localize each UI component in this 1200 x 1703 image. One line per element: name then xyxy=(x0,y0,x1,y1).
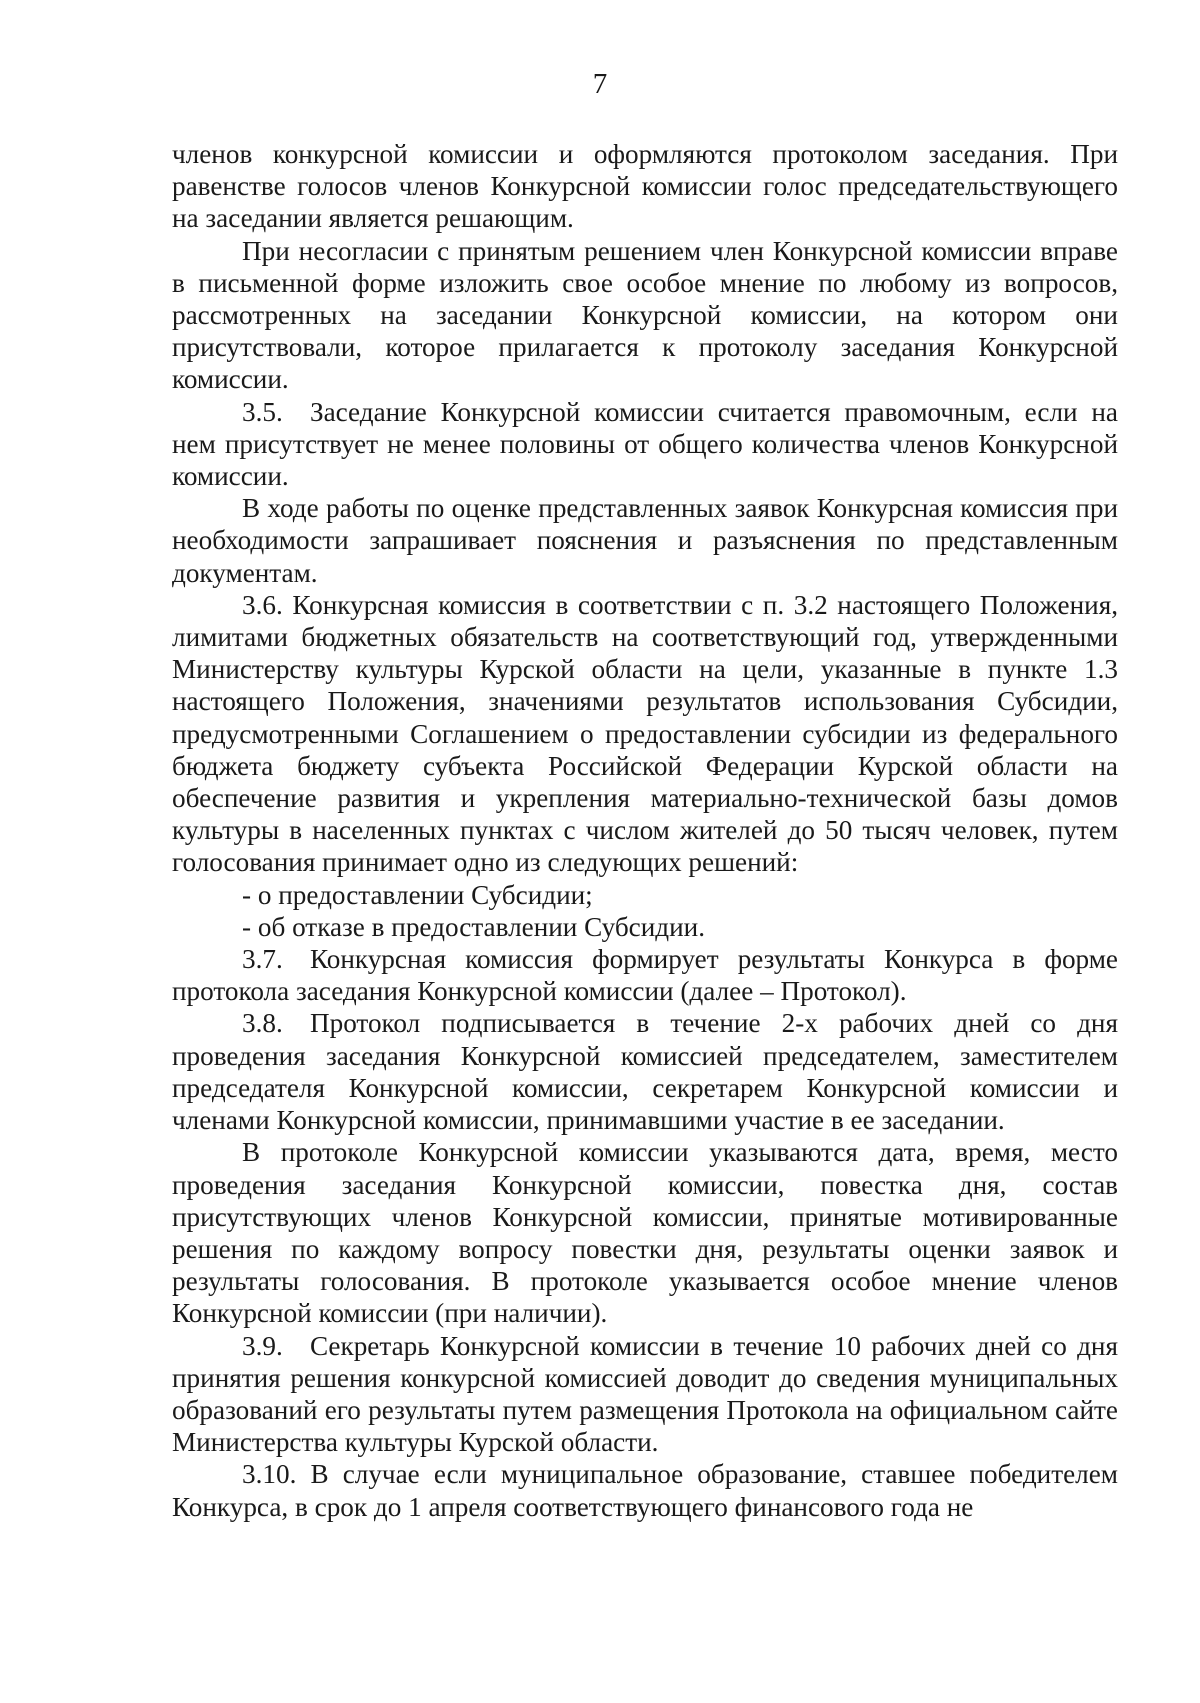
paragraph-3-7: 3.7. Конкурсная комиссия формирует результаты Конкурса в форме протокола заседания Конкурсной комиссии (далее – Протокол). xyxy=(172,944,1118,1007)
paragraph-3-9: 3.9. Секретарь Конкурсной комиссии в течение 10 рабочих дней со дня принятия решения конкурсной комиссией доводит до сведения муниципальных образований его результаты путем размещения Протокола на официальном сайте Министерства культуры Курской области. xyxy=(172,1330,1118,1458)
paragraph: В ходе работы по оценке представленных заявок Конкурсная комиссия при необходимости запрашивает пояснения и разъяснения по представленным документам. xyxy=(172,493,1118,588)
paragraph: членов конкурсной комиссии и оформляются протоколом заседания. При равенстве голосов членов Конкурсной комиссии голос председательствующего на заседании является решающим. xyxy=(172,139,1118,234)
paragraph: В протоколе Конкурсной комиссии указываются дата, время, место проведения заседания Конкурсной комиссии, повестка дня, состав присутствующих членов Конкурсной комиссии, принятые мотивированные решения по каждому вопросу повестки дня, результаты оценки заявок и результаты голосования. В протоколе указывается особое мнение членов Конкурсной комиссии (при наличии). xyxy=(172,1137,1118,1329)
list-item: - о предоставлении Субсидии; xyxy=(242,879,593,910)
paragraph-3-6: 3.6. Конкурсная комиссия в соответствии с п. 3.2 настоящего Положения, лимитами бюджетных обязательств на соответствующий год, утвержденными Министерству культуры Курской области на цели, указанные в пункте 1.3 настоящего Положения, значениями результатов использования Субсидии, предусмотренными Соглашением о предоставлении субсидии из федерального бюджета бюджету субъекта Российской Федерации Курской области на обеспечение развития и укрепления материально-технической базы домов культуры в населенных пунктах с числом жителей до 50 тысяч человек, путем голосования принимает одно из следующих решений: xyxy=(172,589,1118,878)
document-body xyxy=(172,138,1118,1523)
page-number: 7 xyxy=(592,68,608,100)
paragraph: При несогласии с принятым решением член Конкурсной комиссии вправе в письменной форме изложить свое особое мнение по любому из вопросов, рассмотренных на заседании Конкурсной комиссии, на котором они присутствовали, которое прилагается к протоколу заседания Конкурсной комиссии. xyxy=(172,235,1118,395)
paragraph-3-5: 3.5. Заседание Конкурсной комиссии считается правомочным, если на нем присутствует не менее половины от общего количества членов Конкурсной комиссии. xyxy=(172,396,1118,492)
paragraph-3-10: 3.10. В случае если муниципальное образование, ставшее победителем Конкурса, в срок до 1 апреля соответствующего финансового года не xyxy=(172,1459,1118,1522)
paragraph-3-8: 3.8. Протокол подписывается в течение 2-х рабочих дней со дня проведения заседания Конкурсной комиссией председателем, заместителем председателя Конкурсной комиссии, секретарем Конкурсной комиссии и членами Конкурсной комиссии, принимавшими участие в ее заседании. xyxy=(172,1008,1118,1136)
list-item: - об отказе в предоставлении Субсидии. xyxy=(242,911,706,942)
